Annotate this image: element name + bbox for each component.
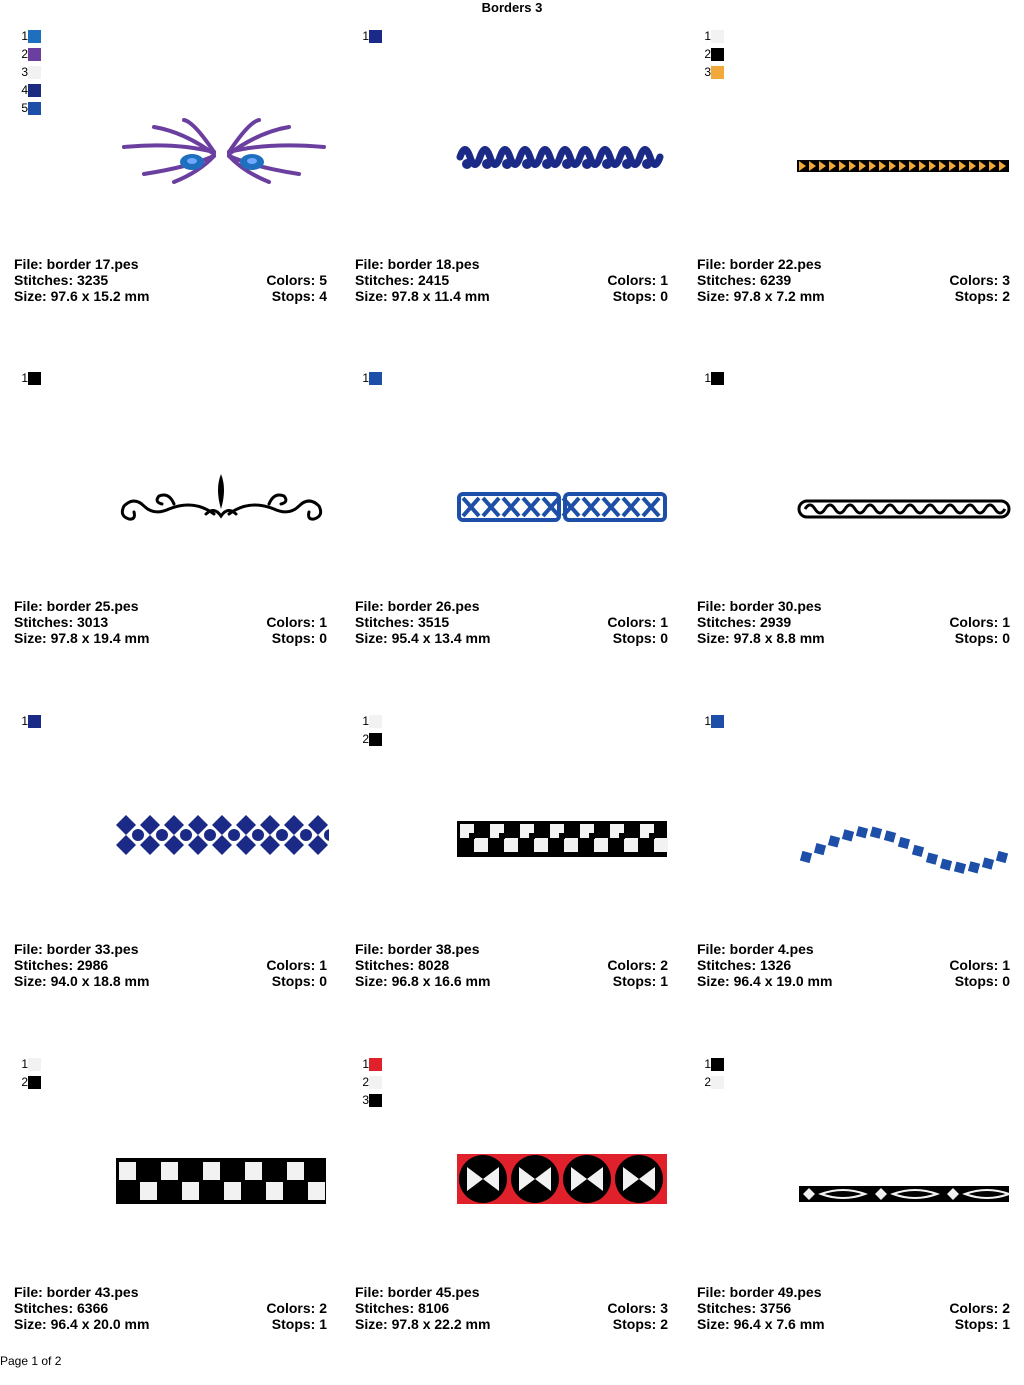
- design-preview: [455, 1140, 670, 1220]
- wave-curl: [622, 159, 632, 169]
- file-name: File: border 33.pes: [14, 941, 139, 957]
- wave-square: [814, 843, 826, 855]
- wave-square: [968, 861, 980, 873]
- wave-curl: [462, 159, 472, 169]
- embroidery-motif: [797, 1140, 1012, 1220]
- swatch-color-box: [28, 715, 41, 728]
- stop-count: Stops: 0: [612, 288, 668, 304]
- check-square: [266, 1182, 283, 1200]
- knot-cross: [603, 498, 619, 516]
- knot-loop: [925, 505, 945, 513]
- color-count: Colors: 3: [949, 272, 1010, 288]
- swatch-color-box: [28, 102, 41, 115]
- color-swatch: [361, 712, 382, 730]
- color-swatch: [703, 369, 724, 387]
- swatch-number: 1: [704, 1057, 711, 1071]
- stitch-count: Stitches: 1326: [697, 957, 792, 973]
- design-size: Size: 95.4 x 13.4 mm: [355, 630, 491, 646]
- color-swatch: [361, 1073, 382, 1091]
- color-count: Colors: 2: [949, 1300, 1010, 1316]
- wave-square: [842, 829, 854, 841]
- embroidery-motif: [797, 454, 1012, 534]
- file-name: File: border 17.pes: [14, 256, 139, 272]
- color-swatch-list: [20, 369, 41, 387]
- color-count: Colors: 2: [607, 957, 668, 973]
- dot: [276, 829, 288, 841]
- swatch-number: 1: [21, 1057, 28, 1071]
- embroidery-motif: [455, 1140, 670, 1220]
- stop-count: Stops: 0: [954, 630, 1010, 646]
- swatch-color-box: [369, 733, 382, 746]
- color-swatch: [361, 369, 382, 387]
- dot: [180, 829, 192, 841]
- wave-square: [828, 835, 840, 847]
- wave-curl: [562, 159, 572, 169]
- dot: [228, 829, 240, 841]
- stop-count: Stops: 4: [271, 288, 327, 304]
- dot: [204, 829, 216, 841]
- stitch-count: Stitches: 8028: [355, 957, 450, 973]
- swatch-color-box: [28, 372, 41, 385]
- design-card: [697, 1055, 1017, 1385]
- color-swatch: [361, 1055, 382, 1073]
- knot-loop: [885, 505, 905, 513]
- wave-square: [982, 857, 994, 869]
- dot: [132, 829, 144, 841]
- design-size: Size: 97.8 x 11.4 mm: [355, 288, 490, 304]
- swatch-number: 2: [21, 47, 28, 61]
- color-swatch-list: [20, 712, 41, 730]
- design-size: Size: 96.8 x 16.6 mm: [355, 973, 491, 989]
- swatch-color-box: [28, 66, 41, 79]
- check-square: [245, 1162, 262, 1180]
- knot-loop: [905, 505, 925, 513]
- swatch-number: 5: [21, 101, 28, 115]
- design-info: [355, 256, 668, 304]
- stitch-count: Stitches: 2415: [355, 272, 450, 288]
- design-card: [697, 369, 1017, 699]
- swatch-color-box: [28, 1076, 41, 1089]
- check-square: [203, 1162, 220, 1180]
- swatch-color-box: [28, 48, 41, 61]
- design-preview: [797, 454, 1012, 534]
- design-info: [14, 598, 327, 646]
- color-swatch: [361, 730, 382, 748]
- design-card: [14, 712, 334, 1042]
- design-preview: [114, 1140, 329, 1220]
- color-swatch-list: [703, 27, 724, 81]
- knot-loop: [805, 505, 825, 513]
- page-title: Borders 3: [481, 0, 543, 15]
- wave-curl: [522, 159, 532, 169]
- design-card: [697, 712, 1017, 1042]
- swatch-number: 2: [704, 1075, 711, 1089]
- swatch-number: 1: [704, 714, 711, 728]
- check-square: [287, 1162, 304, 1180]
- swatch-color-box: [28, 1058, 41, 1071]
- stop-count: Stops: 2: [954, 288, 1010, 304]
- swatch-number: 3: [21, 65, 28, 79]
- wave-curl: [482, 159, 492, 169]
- color-swatch: [361, 1091, 382, 1109]
- wave-square: [996, 851, 1008, 863]
- knot-loop: [985, 505, 1005, 513]
- swatch-number: 3: [362, 1093, 369, 1107]
- swatch-color-box: [711, 30, 724, 43]
- stitch-count: Stitches: 6239: [697, 272, 792, 288]
- wave-square: [954, 862, 966, 874]
- embroidery-motif: [455, 112, 670, 192]
- design-card: [697, 27, 1017, 357]
- color-swatch-list: [361, 27, 382, 45]
- dot: [156, 829, 168, 841]
- swatch-color-box: [711, 372, 724, 385]
- design-preview: [797, 1140, 1012, 1220]
- stop-count: Stops: 0: [954, 973, 1010, 989]
- color-swatch-list: [20, 1055, 41, 1091]
- embroidery-motif: [114, 1140, 329, 1220]
- design-preview: [797, 112, 1012, 192]
- stitch-count: Stitches: 2939: [697, 614, 792, 630]
- dot: [252, 829, 264, 841]
- color-count: Colors: 1: [607, 614, 668, 630]
- design-preview: [455, 797, 670, 877]
- swatch-color-box: [28, 30, 41, 43]
- design-card: [14, 27, 334, 357]
- design-card: [14, 369, 334, 699]
- design-card: [355, 369, 675, 699]
- wave-square: [912, 845, 924, 857]
- swatch-color-box: [369, 1058, 382, 1071]
- knot-loop: [965, 505, 985, 513]
- stop-count: Stops: 1: [612, 973, 668, 989]
- swatch-number: 2: [704, 47, 711, 61]
- check-square: [161, 1162, 178, 1180]
- design-info: [355, 1284, 668, 1332]
- color-swatch: [20, 45, 41, 63]
- design-card: [355, 1055, 675, 1385]
- color-swatch: [20, 369, 41, 387]
- stop-count: Stops: 2: [612, 1316, 668, 1332]
- color-count: Colors: 3: [607, 1300, 668, 1316]
- page-footer: Page 1 of 2: [0, 1354, 62, 1368]
- wave-curl: [542, 159, 552, 169]
- embroidery-motif: [114, 112, 329, 192]
- swatch-color-box: [711, 1058, 724, 1071]
- swatch-number: 2: [362, 732, 369, 746]
- stop-count: Stops: 1: [954, 1316, 1010, 1332]
- swatch-color-box: [28, 84, 41, 97]
- wave-square: [940, 858, 952, 870]
- knot-cross: [503, 498, 519, 516]
- color-swatch: [20, 1073, 41, 1091]
- color-swatch: [20, 712, 41, 730]
- color-swatch: [703, 1073, 724, 1091]
- design-preview: [455, 112, 670, 192]
- color-count: Colors: 1: [266, 957, 327, 973]
- color-count: Colors: 2: [266, 1300, 327, 1316]
- design-size: Size: 96.4 x 20.0 mm: [14, 1316, 150, 1332]
- design-preview: [114, 454, 329, 534]
- color-count: Colors: 1: [949, 957, 1010, 973]
- swatch-number: 1: [362, 714, 369, 728]
- embroidery-motif: [114, 797, 329, 877]
- color-swatch: [20, 1055, 41, 1073]
- color-swatch-list: [361, 1055, 382, 1109]
- design-preview: [114, 112, 329, 192]
- swatch-number: 1: [362, 1057, 369, 1071]
- stop-count: Stops: 1: [271, 1316, 327, 1332]
- color-swatch: [703, 27, 724, 45]
- swatch-number: 1: [21, 371, 28, 385]
- design-info: [697, 941, 1010, 989]
- color-swatch-list: [361, 369, 382, 387]
- design-size: Size: 97.6 x 15.2 mm: [14, 288, 150, 304]
- color-count: Colors: 5: [266, 272, 327, 288]
- check-square: [140, 1182, 157, 1200]
- color-swatch: [703, 63, 724, 81]
- knot-cross: [543, 498, 559, 516]
- file-name: File: border 45.pes: [355, 1284, 480, 1300]
- knot-loop: [825, 505, 845, 513]
- stop-count: Stops: 0: [612, 630, 668, 646]
- wave-square: [856, 826, 868, 838]
- wave-square: [870, 827, 882, 839]
- swatch-color-box: [711, 715, 724, 728]
- swatch-color-box: [369, 715, 382, 728]
- design-size: Size: 97.8 x 19.4 mm: [14, 630, 150, 646]
- design-size: Size: 96.4 x 7.6 mm: [697, 1316, 825, 1332]
- knot-cross: [463, 498, 479, 516]
- color-swatch: [20, 27, 41, 45]
- embroidery-motif: [455, 454, 670, 534]
- swatch-color-box: [711, 1076, 724, 1089]
- stop-count: Stops: 0: [271, 630, 327, 646]
- embroidery-motif: [797, 112, 1012, 192]
- color-swatch-list: [703, 1055, 724, 1091]
- color-count: Colors: 1: [607, 272, 668, 288]
- file-name: File: border 43.pes: [14, 1284, 139, 1300]
- swatch-color-box: [369, 372, 382, 385]
- wave-curl: [582, 159, 592, 169]
- design-info: [355, 941, 668, 989]
- knot-loop: [865, 505, 885, 513]
- design-card: [355, 27, 675, 357]
- knot-loop: [945, 505, 965, 513]
- color-swatch: [20, 81, 41, 99]
- swatch-number: 1: [362, 29, 369, 43]
- swatch-color-box: [369, 30, 382, 43]
- color-swatch-list: [361, 712, 382, 748]
- design-preview: [455, 454, 670, 534]
- color-count: Colors: 1: [266, 614, 327, 630]
- dot: [324, 829, 329, 841]
- stitch-count: Stitches: 3515: [355, 614, 450, 630]
- fleur: [218, 474, 224, 509]
- design-size: Size: 94.0 x 18.8 mm: [14, 973, 150, 989]
- design-size: Size: 96.4 x 19.0 mm: [697, 973, 833, 989]
- color-swatch: [703, 45, 724, 63]
- swatch-color-box: [711, 48, 724, 61]
- wave-square: [898, 837, 910, 849]
- color-swatch: [703, 1055, 724, 1073]
- design-info: [697, 1284, 1010, 1332]
- swatch-number: 1: [21, 714, 28, 728]
- design-preview: [114, 797, 329, 877]
- design-size: Size: 97.8 x 8.8 mm: [697, 630, 825, 646]
- swatch-number: 3: [704, 65, 711, 79]
- embroidery-motif: [114, 454, 329, 534]
- knot-loop: [845, 505, 865, 513]
- stitch-count: Stitches: 6366: [14, 1300, 109, 1316]
- color-swatch-list: [20, 27, 41, 117]
- color-swatch: [703, 712, 724, 730]
- color-swatch: [361, 27, 382, 45]
- file-name: File: border 49.pes: [697, 1284, 822, 1300]
- design-info: [697, 598, 1010, 646]
- stitch-count: Stitches: 2986: [14, 957, 109, 973]
- file-name: File: border 38.pes: [355, 941, 480, 957]
- swatch-number: 1: [704, 371, 711, 385]
- swatch-color-box: [369, 1094, 382, 1107]
- design-size: Size: 97.8 x 7.2 mm: [697, 288, 825, 304]
- swatch-number: 4: [21, 83, 28, 97]
- stitch-count: Stitches: 3756: [697, 1300, 792, 1316]
- knot-cross: [643, 498, 659, 516]
- color-swatch-list: [703, 712, 724, 730]
- design-info: [14, 941, 327, 989]
- wave-square: [926, 852, 938, 864]
- file-name: File: border 25.pes: [14, 598, 139, 614]
- swatch-number: 1: [362, 371, 369, 385]
- knot-cross: [483, 498, 499, 516]
- color-swatch: [20, 99, 41, 117]
- wave-curl: [502, 159, 512, 169]
- file-name: File: border 30.pes: [697, 598, 822, 614]
- design-size: Size: 97.8 x 22.2 mm: [355, 1316, 491, 1332]
- embroidery-motif: [455, 797, 670, 877]
- color-count: Colors: 1: [949, 614, 1010, 630]
- file-name: File: border 4.pes: [697, 941, 814, 957]
- check-square: [224, 1182, 241, 1200]
- wave-square: [800, 851, 812, 863]
- knot-cross: [623, 498, 639, 516]
- stitch-count: Stitches: 3013: [14, 614, 109, 630]
- file-name: File: border 26.pes: [355, 598, 480, 614]
- design-info: [355, 598, 668, 646]
- check-square: [182, 1182, 199, 1200]
- swatch-number: 1: [704, 29, 711, 43]
- design-info: [14, 256, 327, 304]
- knot-cross: [583, 498, 599, 516]
- wave-square: [884, 830, 896, 842]
- file-name: File: border 22.pes: [697, 256, 822, 272]
- dot: [300, 829, 312, 841]
- design-card: [355, 712, 675, 1042]
- band: [799, 1186, 1009, 1202]
- check-square: [308, 1182, 325, 1200]
- wave-curl: [602, 159, 612, 169]
- wave-curl: [642, 159, 652, 169]
- stitch-count: Stitches: 8106: [355, 1300, 450, 1316]
- design-card: [14, 1055, 334, 1385]
- swatch-color-box: [711, 66, 724, 79]
- color-swatch: [20, 63, 41, 81]
- stop-count: Stops: 0: [271, 973, 327, 989]
- knot-cross: [523, 498, 539, 516]
- color-swatch-list: [703, 369, 724, 387]
- design-info: [697, 256, 1010, 304]
- embroidery-motif: [797, 797, 1012, 877]
- stitch-count: Stitches: 3235: [14, 272, 109, 288]
- leaf-ornament: [124, 120, 324, 182]
- design-info: [14, 1284, 327, 1332]
- check-square: [119, 1162, 136, 1180]
- swatch-number: 2: [21, 1075, 28, 1089]
- swatch-number: 1: [21, 29, 28, 43]
- swatch-color-box: [369, 1076, 382, 1089]
- swatch-number: 2: [362, 1075, 369, 1089]
- design-preview: [797, 797, 1012, 877]
- file-name: File: border 18.pes: [355, 256, 480, 272]
